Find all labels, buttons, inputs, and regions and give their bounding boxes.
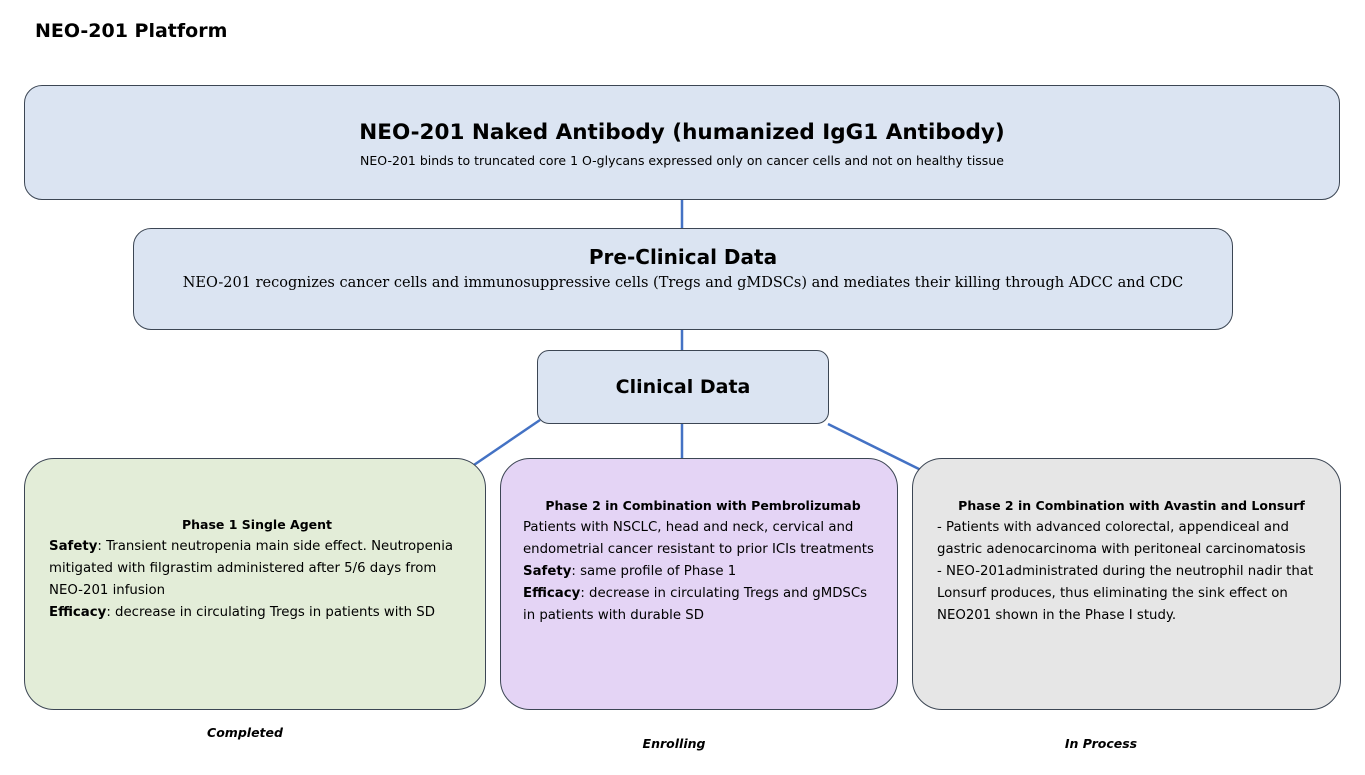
phase1-card — [24, 458, 486, 710]
phase2-avastin-title: Phase 2 in Combination with Avastin and Lonsurf — [958, 498, 1305, 513]
phase2-pembro-safety-text: : same profile of Phase 1 — [571, 564, 737, 579]
preclinical-subtitle: NEO-201 recognizes cancer cells and immunosuppressive cells (Tregs and gMDSCs) and mediates their killing through ADCC and CDC — [182, 275, 1184, 291]
phase2-pembro-title: Phase 2 in Combination with Pembrolizumab — [545, 498, 861, 513]
clinical-title: Clinical Data — [615, 376, 751, 398]
preclinical-title: Pre-Clinical Data — [588, 245, 778, 269]
phase2-avastin-status: In Process — [1064, 736, 1138, 751]
phase2-pembro-safety-label: Safety — [523, 564, 572, 579]
phase1-safety-label: Safety — [49, 539, 98, 554]
phase2-pembro-efficacy-text: : decrease in circulating Tregs and gMDSCs in patients with durable SD — [523, 586, 868, 623]
preclinical-box — [133, 228, 1233, 330]
naked-antibody-subtitle: NEO-201 binds to truncated core 1 O-glycans expressed only on cancer cells and not on healthy tissue — [360, 153, 1004, 168]
phase1-efficacy-text: : decrease in circulating Tregs in patients with SD — [106, 605, 435, 620]
phase2-avastin-card — [912, 458, 1341, 710]
phase2-avastin-point2: - NEO-201administrated during the neutrophil nadir that Lonsurf produces, thus eliminating the sink effect on NEO201 shown in the Phase I study. — [937, 564, 1314, 623]
phase2-pembro-card — [500, 458, 898, 710]
phase1-title: Phase 1 Single Agent — [181, 517, 333, 532]
phase2-avastin-point1: - Patients with advanced colorectal, appendiceal and gastric adenocarcinoma with peritoneal carcinomatosis — [937, 520, 1306, 557]
phase1-status: Completed — [207, 725, 283, 740]
phase2-pembro-efficacy — [523, 583, 883, 627]
phase1-efficacy-label: Efficacy — [49, 605, 107, 620]
phase2-pembro-safety — [523, 561, 883, 583]
phase1-safety — [49, 536, 465, 602]
phase2-pembro-status: Enrolling — [642, 736, 706, 751]
page-title: NEO-201 Platform — [35, 20, 228, 42]
naked-antibody-box — [24, 85, 1340, 200]
phase2-pembro-patients: Patients with NSCLC, head and neck, cervical and endometrial cancer resistant to prior ICIs treatments — [523, 520, 874, 557]
phase2-pembro-efficacy-label: Efficacy — [523, 586, 581, 601]
clinical-box — [537, 350, 829, 424]
naked-antibody-title: NEO-201 Naked Antibody (humanized IgG1 Antibody) — [359, 120, 1005, 145]
phase1-efficacy — [49, 602, 465, 624]
phase1-safety-text: : Transient neutropenia main side effect. Neutropenia mitigated with filgrastim administered after 5/6 days from NEO-201 infusion — [49, 539, 454, 598]
